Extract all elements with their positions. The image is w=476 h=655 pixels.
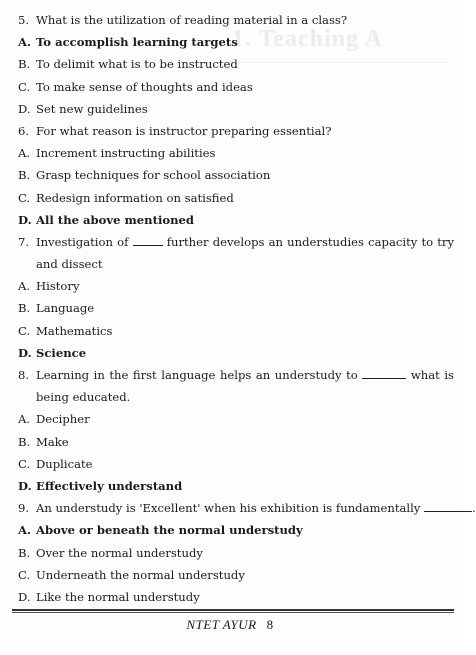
option-text: Set new guidelines: [36, 101, 148, 116]
option-letter: D.: [18, 478, 32, 493]
option-letter: B.: [18, 301, 31, 316]
option-9a: [18, 519, 454, 541]
option-8a: [18, 408, 454, 430]
question-number: 5.: [18, 13, 30, 27]
option-5c: [18, 76, 454, 98]
option-9c: [18, 564, 454, 586]
option-letter: A.: [18, 35, 32, 50]
option-5d: [18, 98, 454, 120]
question-text: [36, 364, 454, 408]
option-text: To delimit what is to be instructed: [36, 57, 238, 72]
option-text: Over the normal understudy: [36, 545, 203, 560]
option-letter: A.: [18, 523, 32, 538]
option-5a: [18, 31, 454, 53]
option-text: Science: [36, 345, 87, 360]
option-letter: D.: [18, 345, 32, 360]
question-text-before: Investigation of: [36, 234, 129, 249]
watermark-text: 1. Teaching A: [232, 26, 384, 52]
option-text: Underneath the normal understudy: [36, 567, 245, 582]
option-text: Make: [36, 434, 69, 449]
option-text: Duplicate: [36, 456, 93, 471]
option-7c: [18, 320, 454, 342]
option-text: To accomplish learning targets: [36, 35, 238, 50]
question-number: 7.: [18, 234, 30, 249]
answer-blank: [362, 367, 406, 379]
option-6c: [18, 187, 454, 209]
option-letter: B.: [18, 545, 31, 560]
option-9d: [18, 586, 454, 608]
option-text: Above or beneath the normal understudy: [36, 523, 303, 538]
option-6d: [18, 209, 454, 231]
option-text: Language: [36, 301, 95, 316]
option-text: Decipher: [36, 412, 90, 427]
option-9b: [18, 542, 454, 564]
question-text-after: what is being educated.: [36, 368, 454, 405]
option-text: To make sense of thoughts and ideas: [36, 79, 253, 94]
option-letter: D.: [18, 212, 32, 227]
question-text: For what reason is instructor preparing essential?: [36, 123, 332, 138]
question-text-before: Learning in the first language helps an understudy to: [36, 368, 358, 383]
option-letter: B.: [18, 434, 31, 449]
question-text-after: further develops an understudies capacity to try and dissect: [36, 234, 455, 272]
footer-rule-thin: [12, 612, 454, 613]
option-text: History: [36, 279, 80, 294]
option-6b: [18, 164, 454, 186]
option-5b: [18, 53, 454, 75]
question-number: 8.: [18, 368, 30, 383]
option-8b: [18, 431, 454, 453]
page-footer: [0, 617, 460, 633]
question-7: [18, 231, 454, 275]
option-8c: [18, 453, 454, 475]
option-letter: A.: [18, 279, 31, 294]
page-number: 8: [266, 617, 274, 632]
question-text-after: .: [472, 501, 476, 516]
question-9: [18, 497, 476, 519]
option-letter: A.: [18, 412, 31, 427]
question-number: 6.: [18, 123, 30, 138]
question-list: [18, 9, 476, 608]
option-7a: [18, 275, 454, 297]
option-letter: A.: [18, 146, 31, 161]
option-letter: B.: [18, 168, 31, 183]
option-8d: [18, 475, 454, 497]
question-8: [18, 364, 454, 408]
option-letter: D.: [18, 101, 31, 116]
option-text: Redesign information on satisfied: [36, 190, 234, 205]
option-letter: D.: [18, 589, 31, 604]
option-text: Increment instructing abilities: [36, 146, 216, 161]
footer-rule: [12, 609, 454, 611]
option-text: Like the normal understudy: [36, 589, 200, 604]
option-text: All the above mentioned: [36, 212, 195, 227]
question-number: 9.: [18, 501, 30, 516]
question-text: [36, 231, 454, 275]
option-letter: C.: [18, 323, 31, 338]
option-7d: [18, 342, 454, 364]
option-letter: C.: [18, 190, 31, 205]
option-letter: C.: [18, 456, 31, 471]
question-text-before: An understudy is 'Excellent' when his exhibition is fundamentally: [36, 501, 421, 516]
option-7b: [18, 297, 454, 319]
question-text: [36, 497, 476, 519]
question-6: [18, 120, 454, 142]
option-letter: B.: [18, 57, 31, 72]
option-text: Effectively understand: [36, 478, 183, 493]
option-letter: C.: [18, 567, 31, 582]
answer-blank: [133, 234, 163, 246]
option-letter: C.: [18, 79, 31, 94]
question-text: What is the utilization of reading material in a class?: [36, 13, 348, 27]
answer-blank: [424, 500, 472, 512]
option-text: Grasp techniques for school association: [36, 168, 271, 183]
option-text: Mathematics: [36, 323, 113, 338]
option-6a: [18, 142, 454, 164]
question-5: [18, 9, 454, 31]
footer-label: NTET AYUR: [186, 617, 257, 632]
